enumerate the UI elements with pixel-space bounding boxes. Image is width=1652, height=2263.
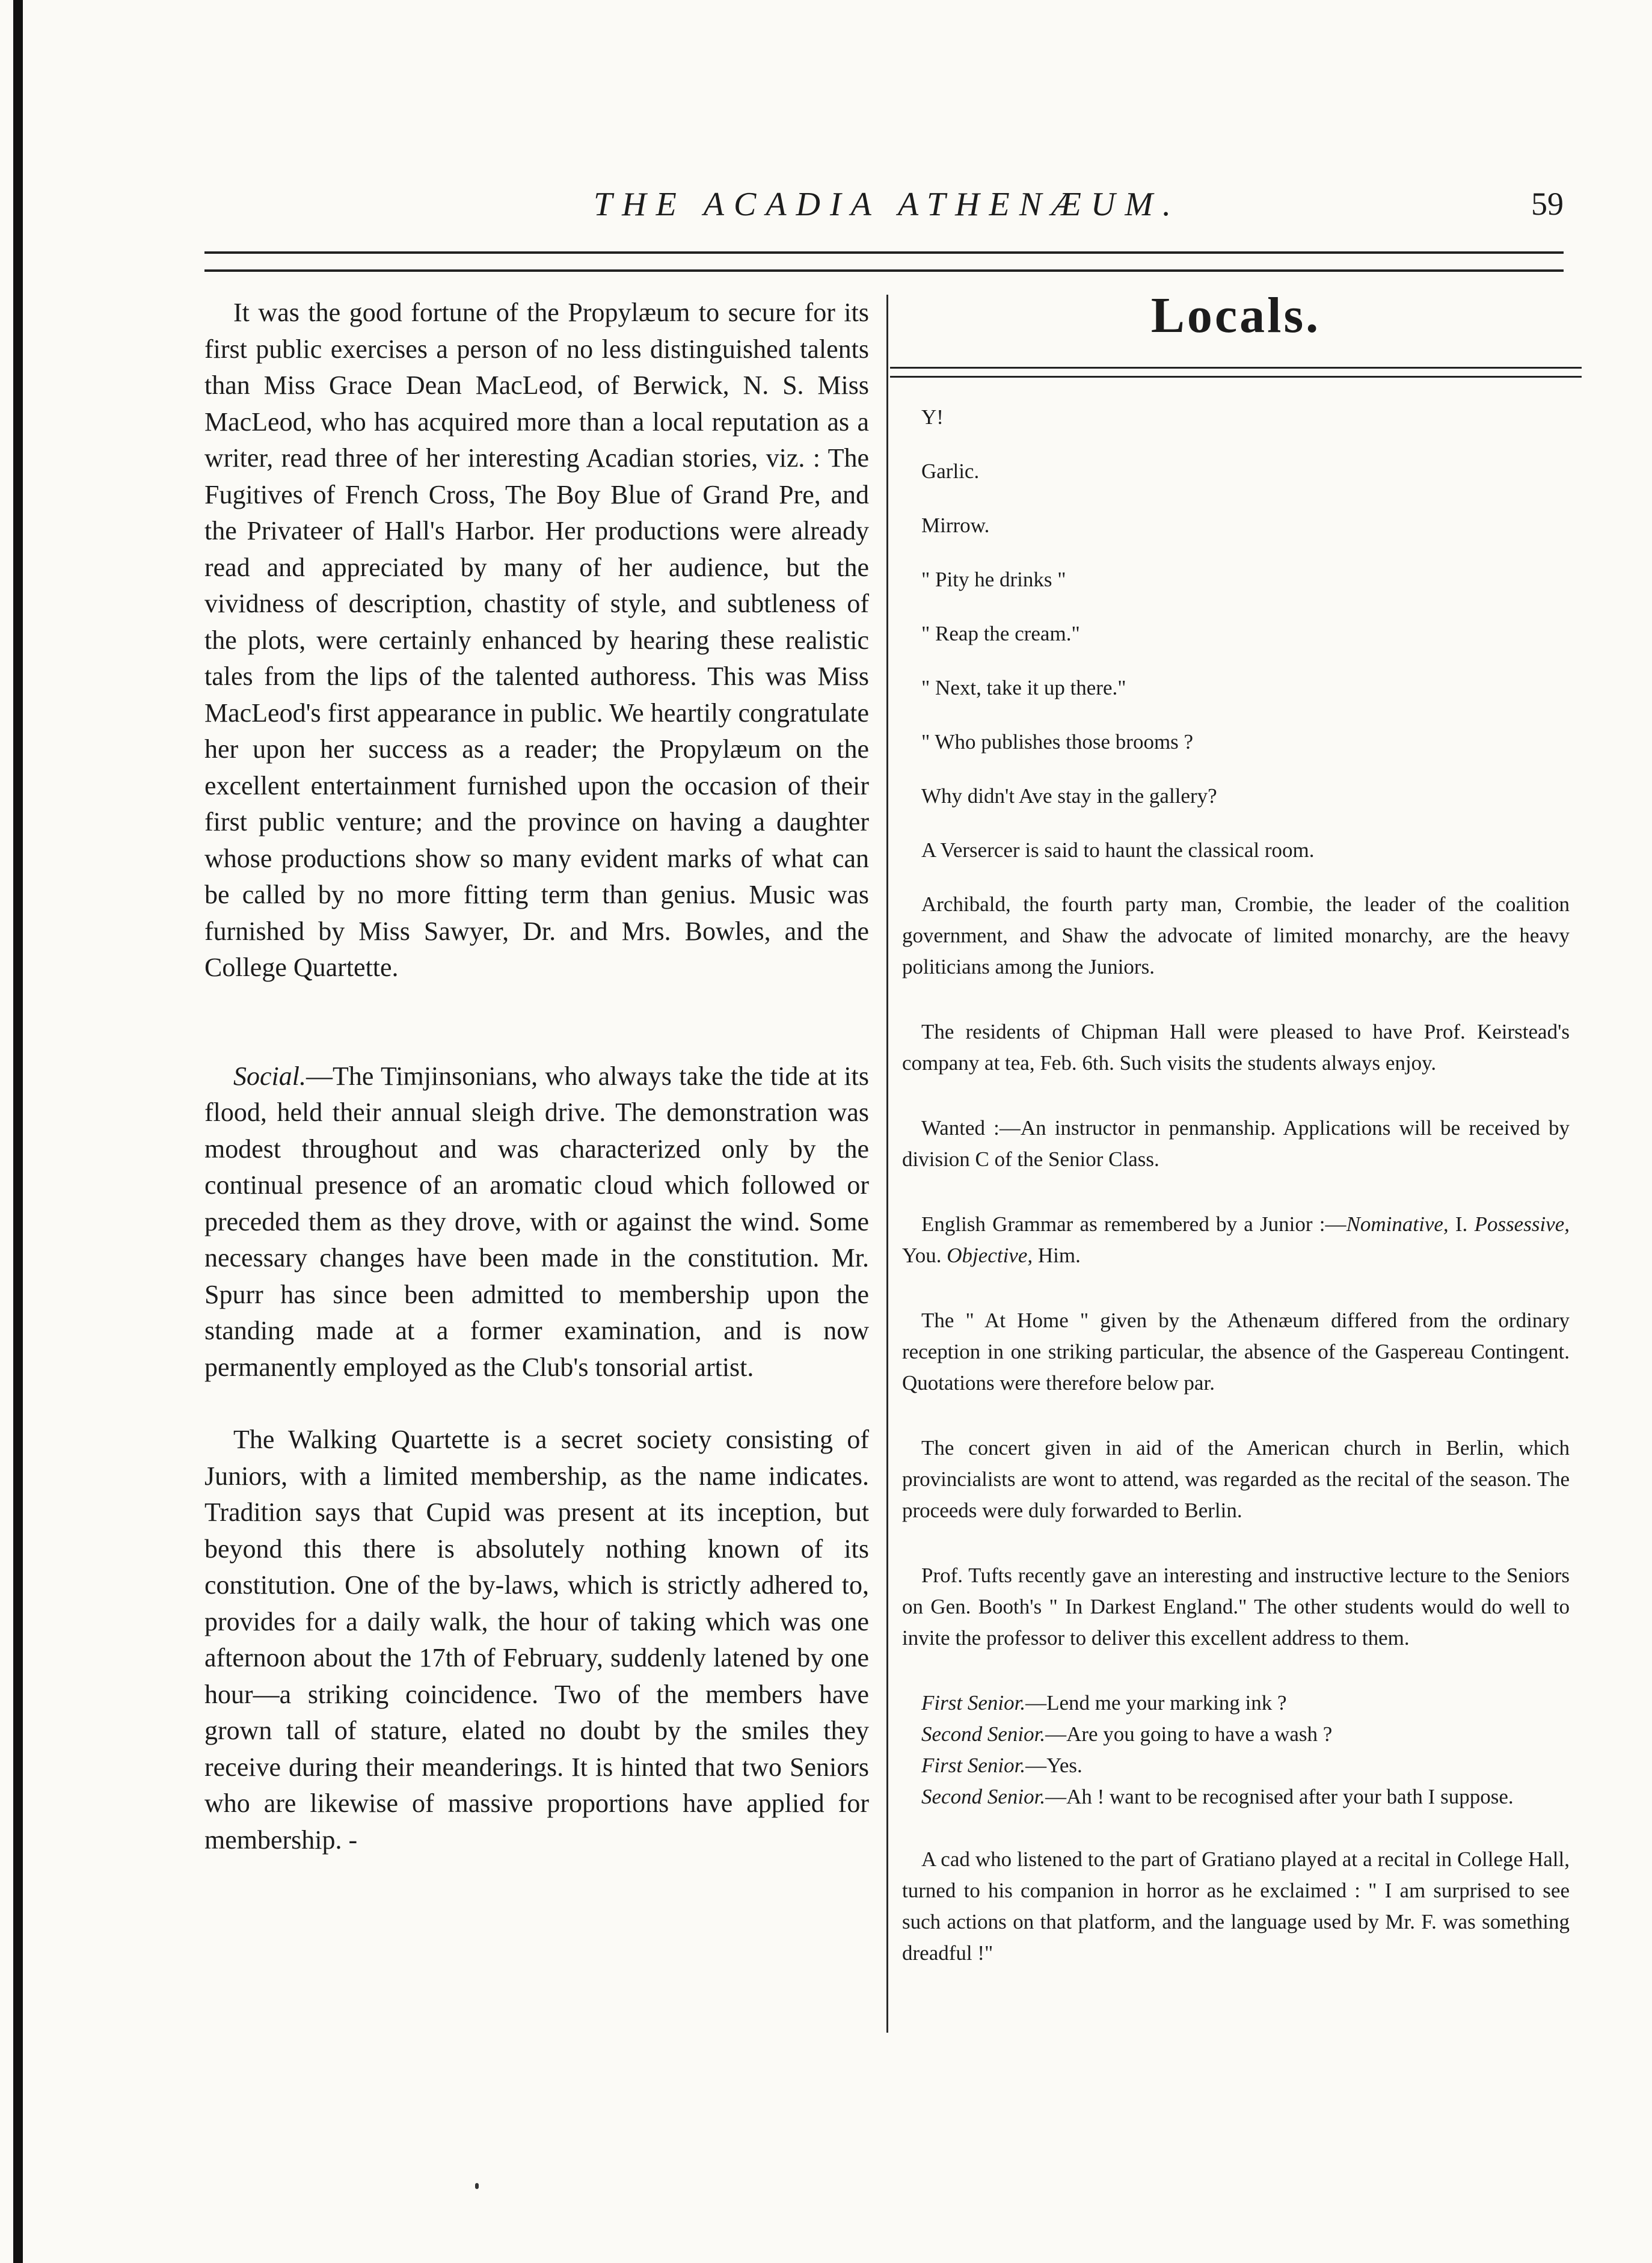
dialogue-text: —Are you going to have a wash ? [1045, 1722, 1333, 1746]
tufts-item: Prof. Tufts recently gave an interesting and instructive lecture to the Seniors on Gen. Booth's " In Darkest England." The other students would do well to invite the professor to deliver this excellent address to them. [902, 1564, 1570, 1650]
senior-dialogue [902, 1687, 1570, 1813]
left-column [204, 295, 869, 1858]
locals-short-item: Y! [921, 405, 944, 429]
stray-ink-mark [475, 2183, 479, 2189]
dialogue-line [902, 1719, 1570, 1750]
page-binding-edge [13, 0, 23, 2263]
dialogue-text: —Ah ! want to be recognised after your bath I suppose. [1045, 1785, 1514, 1808]
archibald-item: Archibald, the fourth party man, Crombie, the leader of the coalition government, and Shaw the advocate of limited monarchy, are the heavy politicians among the Juniors. [902, 892, 1570, 978]
locals-short-item: Mirrow. [921, 514, 990, 537]
dialogue-speaker: Second Senior. [921, 1785, 1046, 1808]
chipman-item: The residents of Chipman Hall were pleased to have Prof. Keirstead's company at tea, Feb. 6th. Such visits the students always enjoy. [902, 1020, 1570, 1075]
cad-item: A cad who listened to the part of Gratiano played at a recital in College Hall, turned to his companion in horror as he exclaimed : " I am surprised to see such actions on that platform, and the language used by Mr. F. was something dreadful !" [902, 1847, 1570, 1965]
locals-short-item: " Next, take it up there." [921, 676, 1126, 699]
social-label: Social. [233, 1061, 306, 1091]
locals-short-item: " Who publishes those brooms ? [921, 730, 1194, 754]
propylaeum-paragraph: It was the good fortune of the Propylæum to secure for its first public exercises a person of no less distinguished talents than Miss Grace Dean MacLeod, of Berwick, N. S. Miss MacLeod, who has acquired more than a local reputation as a writer, read three of her interesting Acadian stories, viz. : The Fugitives of French Cross, The Boy Blue of Grand Pre, and the Privateer of Hall's Harbor. Her productions were already read and appreciated by many of her audience, but the vividness of description, chastity of style, and subtleness of the plots, were certainly enhanced by hearing these realistic tales from the lips of the talented authoress. This was Miss MacLeod's first appearance in public. We heartily congratulate her upon her success as a reader; the Propylæum on the excellent entertainment furnished upon the occasion of their first public venture; and the province on having a daughter whose productions show so many evident marks of what can be called by no more fitting term than genius. Music was furnished by Miss Sawyer, Dr. and Mrs. Bowles, and the College Quartette. [204, 298, 869, 982]
dialogue-line [902, 1687, 1570, 1719]
locals-short-item: A Versercer is said to haunt the classical room. [921, 838, 1315, 862]
locals-short-item: Garlic. [921, 459, 980, 483]
dialogue-text: —Yes. [1025, 1754, 1082, 1777]
locals-short-item: " Reap the cream." [921, 622, 1080, 645]
wanted-item: Wanted :—An instructor in penmanship. Applications will be received by division C of the Senior Class. [902, 1116, 1570, 1171]
dialogue-speaker: First Senior. [921, 1691, 1026, 1715]
locals-short-item: " Pity he drinks " [921, 568, 1066, 591]
at-home-item: The " At Home " given by the Athenæum differed from the ordinary reception in one striking particular, the absence of the Gaspereau Contingent. Quotations were therefore below par. [902, 1309, 1570, 1395]
right-column [902, 283, 1570, 2003]
social-paragraph [204, 1058, 869, 1386]
dialogue-line [902, 1781, 1570, 1813]
grammar-item: English Grammar as remembered by a Junior :—Nominative, I. Possessive, You. Objective, Him. [902, 1212, 1570, 1267]
header-double-rule [204, 251, 1564, 272]
locals-double-rule [890, 367, 1582, 378]
locals-heading: Locals. [1150, 287, 1321, 343]
page-number: 59 [1531, 186, 1564, 222]
dialogue-speaker: Second Senior. [921, 1722, 1046, 1746]
locals-short-item: Why didn't Ave stay in the gallery? [921, 784, 1217, 808]
column-divider [886, 295, 888, 2033]
short-items-list [902, 402, 1570, 866]
dialogue-text: —Lend me your marking ink ? [1025, 1691, 1287, 1715]
dialogue-speaker: First Senior. [921, 1754, 1026, 1777]
concert-item: The concert given in aid of the American church in Berlin, which provincialists are wont to attend, was regarded as the recital of the season. The proceeds were duly forwarded to Berlin. [902, 1436, 1570, 1522]
social-text: —The Timjinsonians, who always take the tide at its flood, held their annual sleigh drive. The demonstration was modest throughout and was characterized only by the continual presence of an aromatic cloud which followed or preceded them as they drove, with or against the wind. Some necessary changes have been made in the constitution. Mr. Spurr has since been admitted to membership upon the standing made at a former examination, and is now permanently employed as the Club's tonsorial artist. [204, 1061, 869, 1382]
dialogue-line [902, 1750, 1570, 1781]
running-head [0, 185, 1652, 233]
running-title: THE ACADIA ATHENÆUM. [594, 186, 1181, 223]
walking-quartette-paragraph: The Walking Quartette is a secret society consisting of Juniors, with a limited membership, as the name indicates. Tradition says that Cupid was present at its inception, but beyond this there is absolutely nothing known of its constitution. One of the by-laws, which is strictly adhered to, provides for a daily walk, the hour of taking which was one afternoon about the 17th of February, suddenly latened by one hour—a striking coincidence. Two of the members have grown tall of stature, elated no doubt by the smiles they receive during their meanderings. It is hinted that two Seniors who are likewise of massive proportions have applied for membership. - [204, 1425, 869, 1855]
